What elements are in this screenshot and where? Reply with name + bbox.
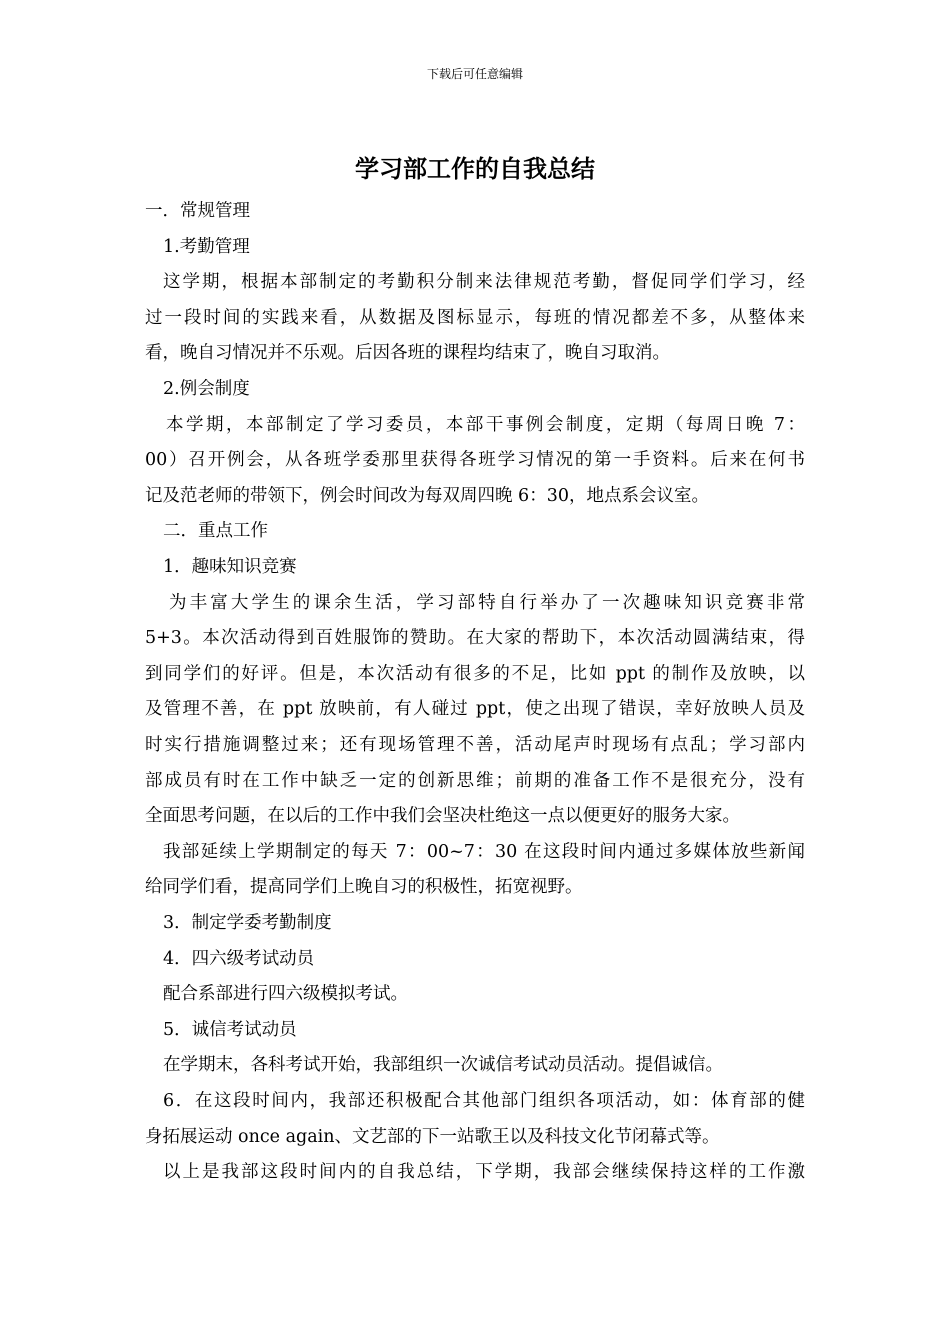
body-line: 看，晚自习情况并不乐观。后因各班的课程均结束了，晚自习取消。 bbox=[145, 343, 670, 364]
body-line: 以上是我部这段时间内的自我总结，下学期，我部会继续保持这样的工作激 bbox=[163, 1162, 805, 1183]
body-line: 2.例会制度 bbox=[163, 379, 250, 399]
document-title: 学习部工作的自我总结 bbox=[355, 155, 595, 183]
body-line: 全面思考问题，在以后的工作中我们会坚决杜绝这一点以便更好的服务大家。 bbox=[145, 806, 740, 827]
body-line: 6．在这段时间内，我部还积极配合其他部门组织各项活动，如：体育部的健 bbox=[163, 1091, 805, 1111]
body-line: 记及范老师的带领下，例会时间改为每双周四晚 6：30，地点系会议室。 bbox=[145, 485, 709, 506]
body-line: 1．趣味知识竞赛 bbox=[163, 557, 297, 577]
body-line: 在学期末，各科考试开始，我部组织一次诚信考试动员活动。提倡诚信。 bbox=[163, 1055, 723, 1076]
body-line: 我部延续上学期制定的每天 7：00~7：30 在这段时间内通过多媒体放些新闻 bbox=[163, 841, 805, 862]
body-line: 3．制定学委考勤制度 bbox=[163, 913, 332, 933]
body-line: 00）召开例会，从各班学委那里获得各班学习情况的第一手资料。后来在何书 bbox=[145, 450, 805, 471]
body-line: 本学期，本部制定了学习委员，本部干事例会制度，定期（每周日晚 7： bbox=[166, 414, 805, 435]
body-line: 二．重点工作 bbox=[163, 521, 268, 542]
body-line: 一．常规管理 bbox=[145, 201, 250, 221]
body-line: 1.考勤管理 bbox=[163, 236, 250, 257]
body-line: 部成员有时在工作中缺乏一定的创新思维；前期的准备工作不是很充分，没有 bbox=[145, 770, 805, 791]
body-line: 4．四六级考试动员 bbox=[163, 948, 315, 969]
header-note: 下载后可任意编辑 bbox=[426, 67, 523, 81]
body-line: 时实行措施调整过来；还有现场管理不善，活动尾声时现场有点乱；学习部内 bbox=[145, 735, 805, 755]
body-line: 5+3。本次活动得到百姓服饰的赞助。在大家的帮助下，本次活动圆满结束，得 bbox=[145, 628, 805, 649]
body-line: 及管理不善，在 ppt 放映前，有人碰过 ppt，使之出现了错误，幸好放映人员及 bbox=[145, 699, 805, 720]
body-line: 这学期，根据本部制定的考勤积分制来法律规范考勤，督促同学们学习，经 bbox=[163, 272, 805, 293]
body-line: 过一段时间的实践来看，从数据及图标显示，每班的情况都差不多，从整体来 bbox=[145, 307, 805, 328]
body-line: 为丰富大学生的课余生活，学习部特自行举办了一次趣味知识竞赛非常 bbox=[169, 592, 805, 613]
body-line: 配合系部进行四六级模拟考试。 bbox=[163, 984, 408, 1005]
body-line: 5．诚信考试动员 bbox=[163, 1019, 297, 1040]
body-line: 身拓展运动 once again、文艺部的下一站歌王以及科技文化节闭幕式等。 bbox=[145, 1126, 720, 1147]
body-line: 到同学们的好评。但是，本次活动有很多的不足，比如 ppt 的制作及放映，以 bbox=[145, 663, 805, 684]
body-line: 给同学们看，提高同学们上晚自习的积极性，拓宽视野。 bbox=[145, 877, 583, 898]
